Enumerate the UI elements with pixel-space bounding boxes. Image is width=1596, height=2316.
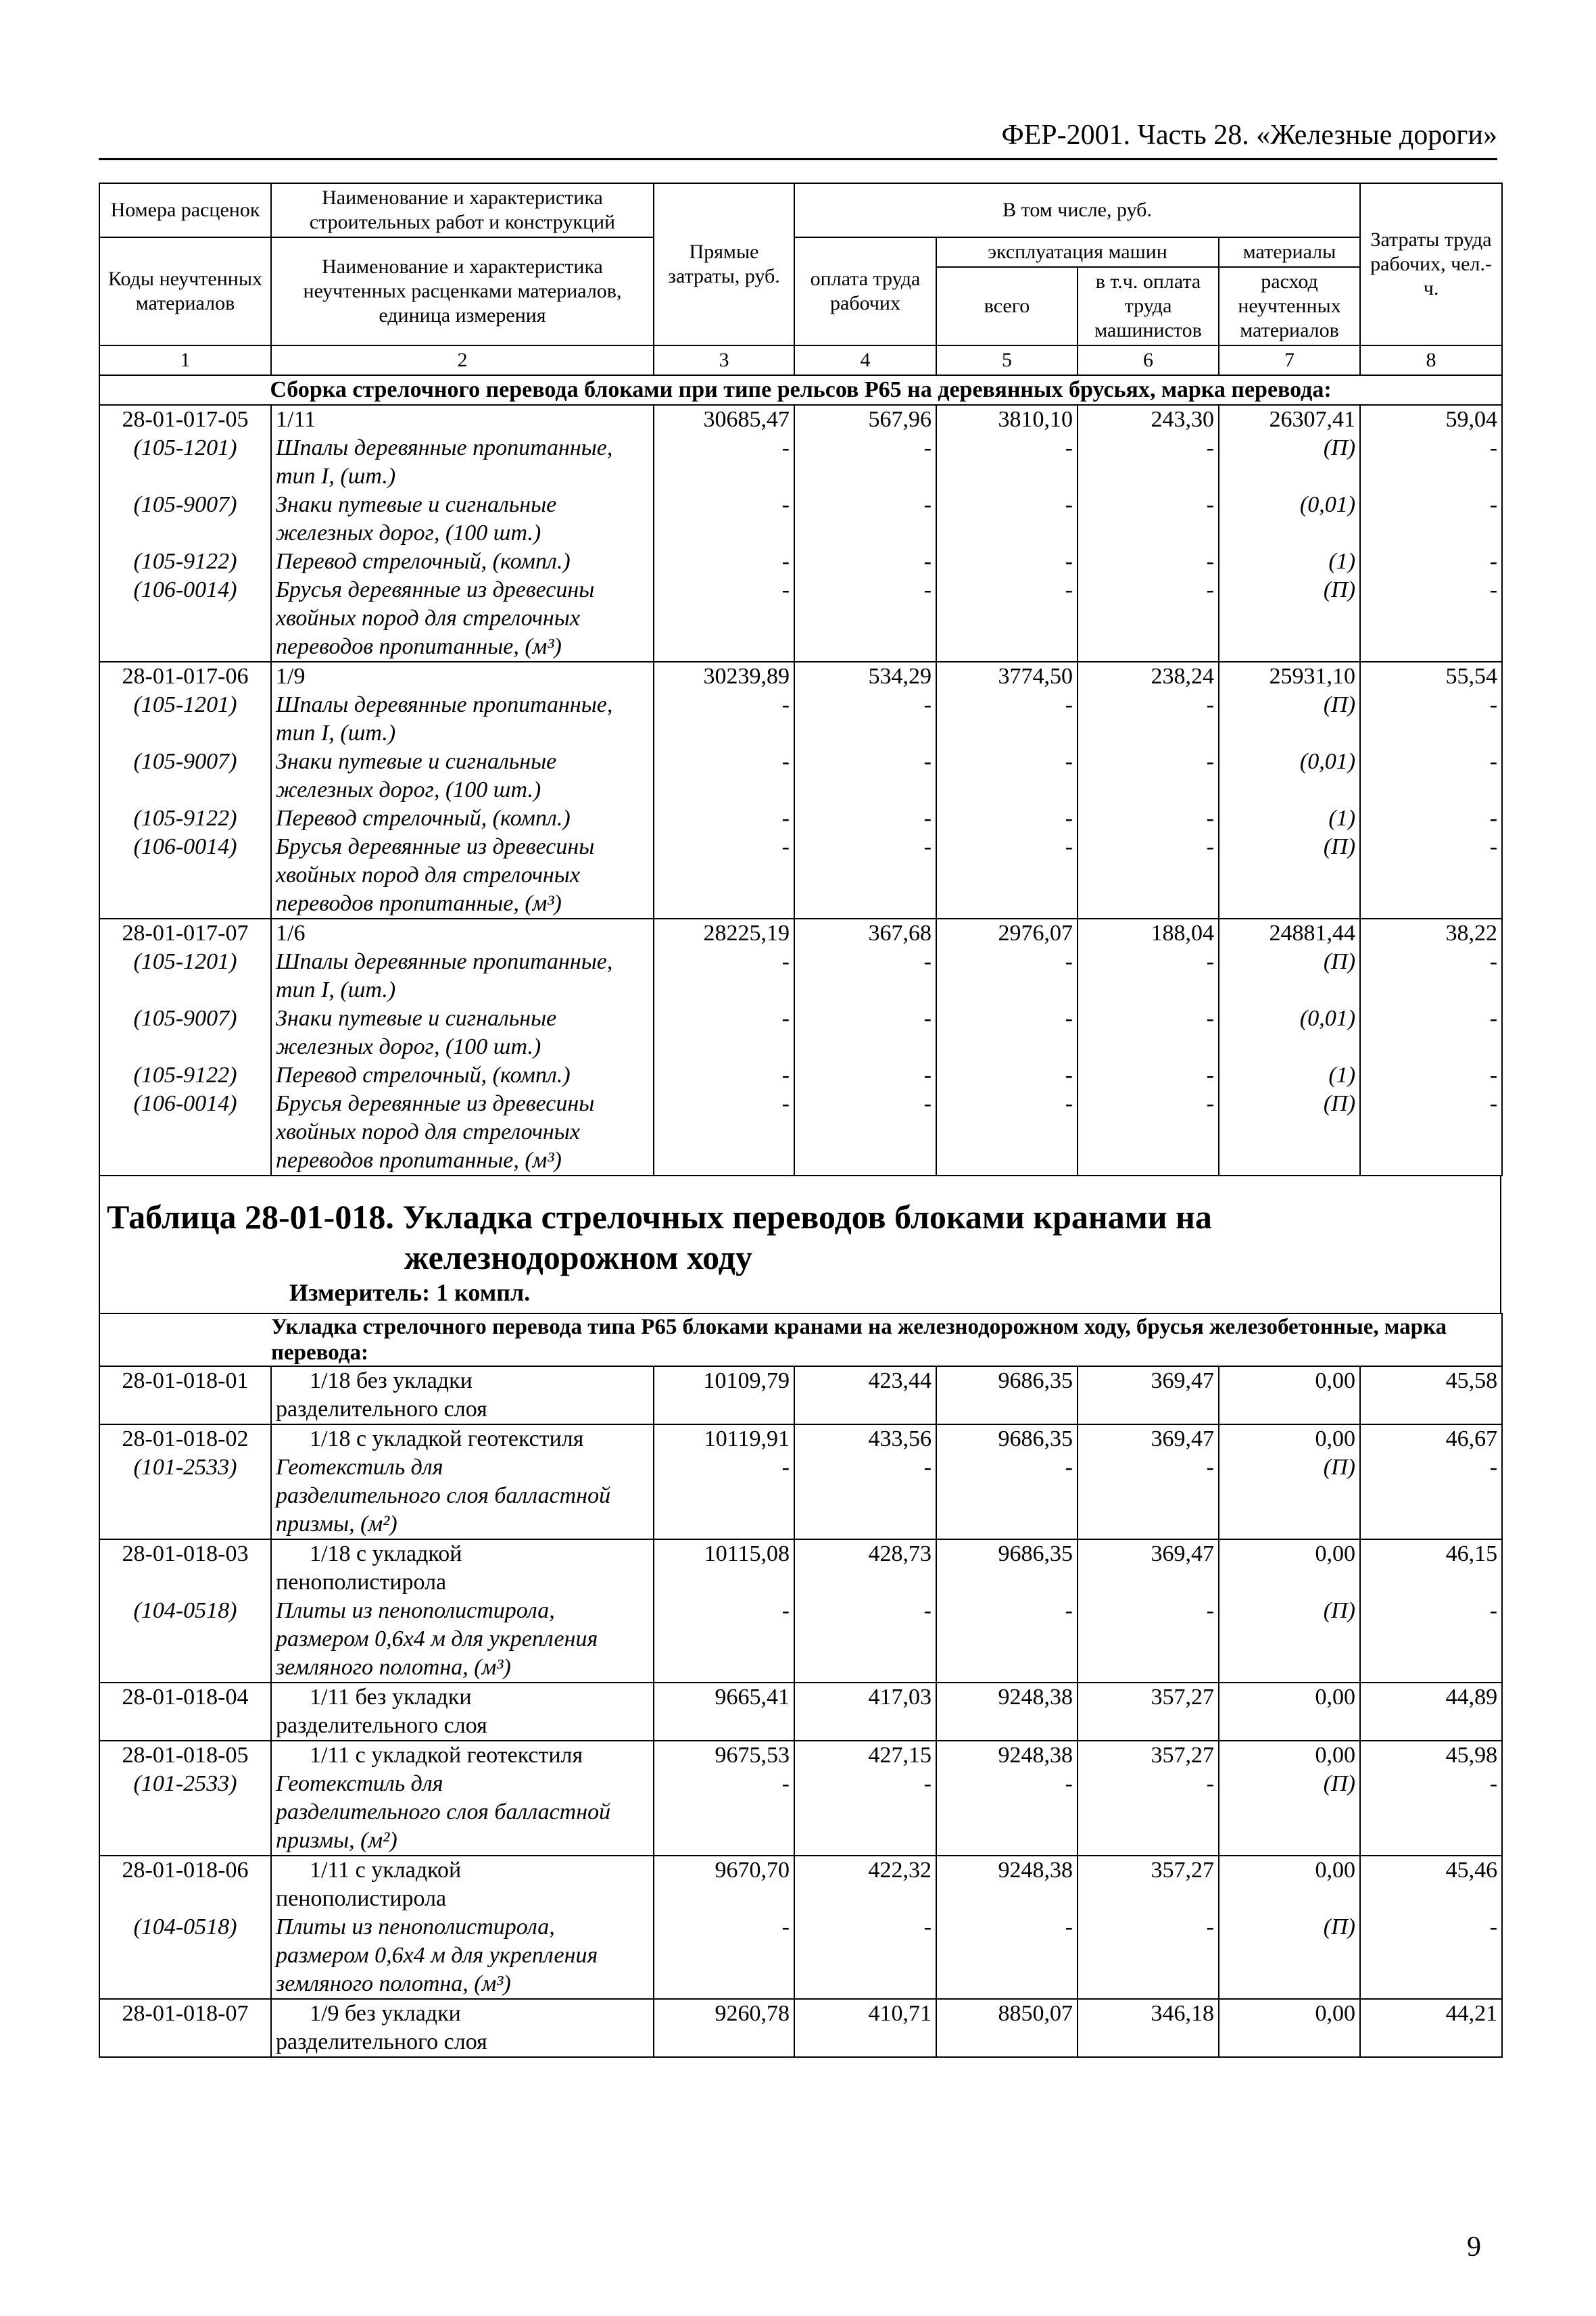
dash-cell: -: [794, 804, 936, 833]
material-row: [99, 1913, 1502, 1999]
dash-cell: -: [1078, 548, 1219, 576]
value-c8: 45,98: [1360, 1741, 1502, 1770]
dash-cell: -: [654, 804, 794, 833]
dash-cell: -: [794, 1090, 936, 1176]
material-code: (105-1201): [99, 691, 271, 748]
dash-cell: -: [794, 1913, 936, 1999]
table-row: [99, 405, 1502, 434]
dash-cell: -: [1360, 548, 1502, 576]
dash-cell: -: [936, 548, 1078, 576]
including-header: В том числе, руб.: [794, 183, 1360, 237]
value-c6: 346,18: [1078, 1999, 1219, 2057]
material-code: (106-0014): [99, 833, 271, 919]
col2-header-bottom: Наименование и характеристика неучтенных расценками материалов, единица измерения: [271, 237, 654, 345]
table2-title-line2: железнодорожном ходу: [404, 1238, 752, 1276]
value-c7: 0,00: [1219, 1741, 1360, 1770]
material-qty: (0,01): [1219, 748, 1360, 804]
value-c4: 567,96: [794, 405, 936, 434]
work-name: 1/11 с укладкой геотекстиля: [271, 1741, 654, 1770]
value-c7: 0,00: [1219, 1999, 1360, 2057]
value-c5: 9248,38: [936, 1741, 1078, 1770]
materials-header: материалы: [1219, 237, 1360, 267]
dash-cell: -: [654, 1453, 794, 1539]
material-row: [99, 576, 1502, 662]
value-c4: 417,03: [794, 1683, 936, 1741]
value-c5: 9248,38: [936, 1683, 1078, 1741]
value-c7: 25931,10: [1219, 662, 1360, 691]
material-qty: (1): [1219, 804, 1360, 833]
dash-cell: -: [794, 548, 936, 576]
material-qty: (П): [1219, 1597, 1360, 1683]
table-row: [99, 662, 1502, 691]
dash-cell: -: [794, 576, 936, 662]
dash-cell: -: [1360, 1913, 1502, 1999]
dash-cell: -: [794, 833, 936, 919]
col4-header: оплата труда рабочих: [794, 237, 936, 345]
dash-cell: -: [1360, 833, 1502, 919]
dash-cell: -: [936, 804, 1078, 833]
material-row: [99, 491, 1502, 548]
table2-section-heading: Укладка стрелочного перевода типа Р65 блоками кранами на железнодорожном ходу, брусья железобетонные, марка перевода:: [271, 1313, 1502, 1366]
material-qty: (0,01): [1219, 1005, 1360, 1061]
material-code: (105-9007): [99, 748, 271, 804]
rate-code: 28-01-018-03: [99, 1539, 271, 1597]
col-number: 6: [1078, 345, 1219, 375]
material-row: [99, 804, 1502, 833]
material-row: [99, 1005, 1502, 1061]
rate-code: 28-01-017-05: [99, 405, 271, 434]
value-c4: 433,56: [794, 1424, 936, 1453]
material-code: (105-1201): [99, 434, 271, 491]
material-code: (105-9122): [99, 548, 271, 576]
dash-cell: -: [794, 1061, 936, 1090]
dash-cell: -: [654, 1090, 794, 1176]
col-number: 2: [271, 345, 654, 375]
material-name: Плиты из пенополистирола, размером 0,6х4 м для укрепления земляного полотна, (м³): [271, 1597, 654, 1683]
value-c3: 28225,19: [654, 919, 794, 948]
material-name: Геотекстиль для разделительного слоя балластной призмы, (м²): [271, 1770, 654, 1856]
value-c7: 26307,41: [1219, 405, 1360, 434]
dash-cell: -: [1078, 491, 1219, 548]
rate-code: 28-01-018-05: [99, 1741, 271, 1770]
page-header: ФЕР-2001. Часть 28. «Железные дороги»: [1001, 120, 1497, 151]
dash-cell: -: [794, 948, 936, 1005]
dash-cell: -: [936, 491, 1078, 548]
col5-header: всего: [936, 267, 1078, 345]
material-code: (104-0518): [99, 1913, 271, 1999]
material-row: [99, 833, 1502, 919]
value-c4: 534,29: [794, 662, 936, 691]
material-qty: (П): [1219, 691, 1360, 748]
col-number: 5: [936, 345, 1078, 375]
machines-header: эксплуатация машин: [936, 237, 1219, 267]
value-c4: 428,73: [794, 1539, 936, 1597]
value-c6: 369,47: [1078, 1539, 1219, 1597]
material-name: Брусья деревянные из древесины хвойных пород для стрелочных переводов пропитанные, (м³): [271, 1090, 654, 1176]
value-c6: 188,04: [1078, 919, 1219, 948]
material-qty: (П): [1219, 1770, 1360, 1856]
dash-cell: -: [1360, 804, 1502, 833]
value-c6: 369,47: [1078, 1366, 1219, 1424]
value-c7: 0,00: [1219, 1539, 1360, 1597]
rates-table: [99, 183, 1503, 1176]
dash-cell: -: [1078, 1005, 1219, 1061]
dash-cell: -: [936, 1913, 1078, 1999]
material-name: Шпалы деревянные пропитанные, тип I, (шт.): [271, 434, 654, 491]
dash-cell: -: [654, 948, 794, 1005]
dash-cell: -: [654, 576, 794, 662]
material-qty: (П): [1219, 1453, 1360, 1539]
value-c3: 9675,53: [654, 1741, 794, 1770]
dash-cell: -: [1078, 1770, 1219, 1856]
value-c7: 0,00: [1219, 1424, 1360, 1453]
table-row: [99, 919, 1502, 948]
table2-measure: Измеритель: 1 компл.: [289, 1279, 531, 1306]
dash-cell: -: [1360, 748, 1502, 804]
dash-cell: -: [794, 691, 936, 748]
dash-cell: -: [654, 833, 794, 919]
dash-cell: -: [794, 434, 936, 491]
value-c3: 10119,91: [654, 1424, 794, 1453]
material-qty: (1): [1219, 548, 1360, 576]
dash-cell: -: [654, 691, 794, 748]
dash-cell: -: [654, 1061, 794, 1090]
table-header: [99, 183, 1502, 375]
material-qty: (П): [1219, 1913, 1360, 1999]
dash-cell: -: [794, 748, 936, 804]
value-c5: 9686,35: [936, 1424, 1078, 1453]
material-qty: (П): [1219, 1090, 1360, 1176]
material-code: (105-9122): [99, 1061, 271, 1090]
rate-code: 28-01-018-02: [99, 1424, 271, 1453]
material-qty: (П): [1219, 833, 1360, 919]
material-name: Перевод стрелочный, (компл.): [271, 804, 654, 833]
dash-cell: -: [1360, 434, 1502, 491]
work-name: 1/9: [271, 662, 654, 691]
material-code: (105-9122): [99, 804, 271, 833]
value-c5: 8850,07: [936, 1999, 1078, 2057]
dash-cell: -: [1360, 491, 1502, 548]
material-row: [99, 434, 1502, 491]
material-row: [99, 691, 1502, 748]
dash-cell: -: [936, 1061, 1078, 1090]
table-row: [99, 1741, 1502, 1770]
value-c8: 44,89: [1360, 1683, 1502, 1741]
table-row: [99, 1539, 1502, 1597]
material-name: Шпалы деревянные пропитанные, тип I, (шт.): [271, 948, 654, 1005]
value-c8: 46,67: [1360, 1424, 1502, 1453]
dash-cell: -: [654, 748, 794, 804]
material-qty: (П): [1219, 948, 1360, 1005]
dash-cell: -: [1078, 804, 1219, 833]
dash-cell: -: [654, 1597, 794, 1683]
dash-cell: -: [936, 748, 1078, 804]
col-number: 4: [794, 345, 936, 375]
value-c5: 3774,50: [936, 662, 1078, 691]
table-row: [99, 1856, 1502, 1913]
col1-header-top: Номера расценок: [99, 183, 271, 237]
value-c4: 410,71: [794, 1999, 936, 2057]
material-name: Плиты из пенополистирола, размером 0,6х4 м для укрепления земляного полотна, (м³): [271, 1913, 654, 1999]
dash-cell: -: [1078, 1597, 1219, 1683]
dash-cell: -: [1360, 1597, 1502, 1683]
rates-table-wrapper: [99, 183, 1501, 2058]
value-c7: 0,00: [1219, 1366, 1360, 1424]
dash-cell: -: [1360, 1453, 1502, 1539]
material-code: (105-1201): [99, 948, 271, 1005]
dash-cell: -: [1360, 1061, 1502, 1090]
section1-rows: [99, 405, 1502, 1176]
value-c7: 24881,44: [1219, 919, 1360, 948]
value-c4: 367,68: [794, 919, 936, 948]
material-code: (105-9007): [99, 1005, 271, 1061]
rates-table-2: [99, 1313, 1503, 2058]
value-c5: 9248,38: [936, 1856, 1078, 1913]
value-c3: 9260,78: [654, 1999, 794, 2057]
rate-code: 28-01-018-06: [99, 1856, 271, 1913]
table-row: [99, 1683, 1502, 1741]
dash-cell: -: [936, 1090, 1078, 1176]
value-c4: 423,44: [794, 1366, 936, 1424]
material-qty: (П): [1219, 434, 1360, 491]
value-c7: 0,00: [1219, 1856, 1360, 1913]
rate-code: 28-01-017-07: [99, 919, 271, 948]
dash-cell: -: [794, 1770, 936, 1856]
value-c6: 357,27: [1078, 1856, 1219, 1913]
value-c5: 2976,07: [936, 919, 1078, 948]
dash-cell: -: [1360, 1005, 1502, 1061]
material-row: [99, 548, 1502, 576]
value-c8: 59,04: [1360, 405, 1502, 434]
material-row: [99, 748, 1502, 804]
value-c4: 422,32: [794, 1856, 936, 1913]
col2-header-top: Наименование и характеристика строительных работ и конструкций: [271, 183, 654, 237]
dash-cell: -: [654, 1005, 794, 1061]
rate-code: 28-01-018-01: [99, 1366, 271, 1424]
material-row: [99, 1090, 1502, 1176]
material-code: (106-0014): [99, 1090, 271, 1176]
value-c6: 357,27: [1078, 1683, 1219, 1741]
dash-cell: -: [1078, 1090, 1219, 1176]
dash-cell: -: [794, 1005, 936, 1061]
header-rule: [99, 158, 1497, 160]
value-c8: 44,21: [1360, 1999, 1502, 2057]
dash-cell: -: [654, 1913, 794, 1999]
material-name: Перевод стрелочный, (компл.): [271, 548, 654, 576]
col3-header: Прямые затраты, руб.: [654, 183, 794, 345]
material-name: Перевод стрелочный, (компл.): [271, 1061, 654, 1090]
table-row: [99, 1366, 1502, 1424]
col6-header: в т.ч. оплата труда машинистов: [1078, 267, 1219, 345]
value-c7: 0,00: [1219, 1683, 1360, 1741]
dash-cell: -: [936, 1770, 1078, 1856]
work-name: 1/11 без укладки разделительного слоя: [271, 1683, 654, 1741]
value-c8: 55,54: [1360, 662, 1502, 691]
dash-cell: -: [794, 1453, 936, 1539]
material-row: [99, 1061, 1502, 1090]
dash-cell: -: [794, 491, 936, 548]
section2-rows: [99, 1366, 1502, 2057]
page-number: 9: [1467, 2231, 1481, 2263]
table2-title-line1: Таблица 28-01-018. Укладка стрелочных переводов блоками кранами на: [107, 1198, 1212, 1236]
value-c3: 30239,89: [654, 662, 794, 691]
dash-cell: -: [936, 948, 1078, 1005]
table-row: [99, 1999, 1502, 2057]
col8-header: Затраты труда рабочих, чел.-ч.: [1360, 183, 1502, 345]
col-number: 1: [99, 345, 271, 375]
col1-header-bottom: Коды неучтенных материалов: [99, 237, 271, 345]
dash-cell: -: [1078, 434, 1219, 491]
dash-cell: -: [1360, 691, 1502, 748]
material-code: (105-9007): [99, 491, 271, 548]
material-name: Знаки путевые и сигнальные железных дорог, (100 шт.): [271, 491, 654, 548]
dash-cell: -: [1078, 1061, 1219, 1090]
col-number: 8: [1360, 345, 1502, 375]
dash-cell: -: [936, 1597, 1078, 1683]
value-c3: 10109,79: [654, 1366, 794, 1424]
col-number: 7: [1219, 345, 1360, 375]
work-name: 1/18 без укладки разделительного слоя: [271, 1366, 654, 1424]
value-c6: 357,27: [1078, 1741, 1219, 1770]
dash-cell: -: [936, 576, 1078, 662]
dash-cell: -: [1360, 948, 1502, 1005]
dash-cell: -: [1360, 576, 1502, 662]
table-row: [99, 1424, 1502, 1453]
dash-cell: -: [1078, 1453, 1219, 1539]
table2-title-cell: [99, 1176, 1501, 1314]
section-heading: Сборка стрелочного перевода блоками при типе рельсов Р65 на деревянных брусьях, марка перевода:: [99, 375, 1502, 405]
rate-code: 28-01-018-07: [99, 1999, 271, 2057]
material-code: (104-0518): [99, 1597, 271, 1683]
dash-cell: -: [654, 548, 794, 576]
material-qty: (0,01): [1219, 491, 1360, 548]
dash-cell: -: [936, 1005, 1078, 1061]
dash-cell: -: [1078, 691, 1219, 748]
work-name: 1/11 с укладкой пенополистирола: [271, 1856, 654, 1913]
dash-cell: -: [654, 491, 794, 548]
value-c6: 369,47: [1078, 1424, 1219, 1453]
work-name: 1/11: [271, 405, 654, 434]
material-row: [99, 948, 1502, 1005]
material-name: Знаки путевые и сигнальные железных дорог, (100 шт.): [271, 1005, 654, 1061]
value-c3: 30685,47: [654, 405, 794, 434]
material-row: [99, 1770, 1502, 1856]
material-row: [99, 1453, 1502, 1539]
rate-code: 28-01-018-04: [99, 1683, 271, 1741]
dash-cell: -: [1078, 948, 1219, 1005]
value-c4: 427,15: [794, 1741, 936, 1770]
value-c5: 9686,35: [936, 1366, 1078, 1424]
col-number: 3: [654, 345, 794, 375]
value-c8: 45,46: [1360, 1856, 1502, 1913]
material-qty: (П): [1219, 576, 1360, 662]
value-c5: 3810,10: [936, 405, 1078, 434]
dash-cell: -: [936, 833, 1078, 919]
material-name: Брусья деревянные из древесины хвойных пород для стрелочных переводов пропитанные, (м³): [271, 833, 654, 919]
material-name: Геотекстиль для разделительного слоя балластной призмы, (м²): [271, 1453, 654, 1539]
dash-cell: -: [654, 434, 794, 491]
dash-cell: -: [1078, 1913, 1219, 1999]
material-qty: (1): [1219, 1061, 1360, 1090]
dash-cell: -: [936, 434, 1078, 491]
material-name: Знаки путевые и сигнальные железных дорог, (100 шт.): [271, 748, 654, 804]
value-c5: 9686,35: [936, 1539, 1078, 1597]
dash-cell: -: [936, 1453, 1078, 1539]
material-name: Шпалы деревянные пропитанные, тип I, (шт.): [271, 691, 654, 748]
col7-header: расход неучтенных материалов: [1219, 267, 1360, 345]
dash-cell: -: [936, 691, 1078, 748]
table2-title-block: [99, 1175, 1501, 1314]
dash-cell: -: [1078, 833, 1219, 919]
material-code: (101-2533): [99, 1453, 271, 1539]
value-c3: 10115,08: [654, 1539, 794, 1597]
work-name: 1/6: [271, 919, 654, 948]
value-c3: 9670,70: [654, 1856, 794, 1913]
dash-cell: -: [794, 1597, 936, 1683]
dash-cell: -: [654, 1770, 794, 1856]
dash-cell: -: [1078, 748, 1219, 804]
value-c8: 45,58: [1360, 1366, 1502, 1424]
material-name: Брусья деревянные из древесины хвойных пород для стрелочных переводов пропитанные, (м³): [271, 576, 654, 662]
work-name: 1/18 с укладкой геотекстиля: [271, 1424, 654, 1453]
dash-cell: -: [1360, 1090, 1502, 1176]
dash-cell: -: [1078, 576, 1219, 662]
value-c8: 46,15: [1360, 1539, 1502, 1597]
value-c8: 38,22: [1360, 919, 1502, 948]
rate-code: 28-01-017-06: [99, 662, 271, 691]
material-code: (101-2533): [99, 1770, 271, 1856]
work-name: 1/9 без укладки разделительного слоя: [271, 1999, 654, 2057]
value-c6: 243,30: [1078, 405, 1219, 434]
work-name: 1/18 с укладкой пенополистирола: [271, 1539, 654, 1597]
material-row: [99, 1597, 1502, 1683]
material-code: (106-0014): [99, 576, 271, 662]
value-c3: 9665,41: [654, 1683, 794, 1741]
value-c6: 238,24: [1078, 662, 1219, 691]
dash-cell: -: [1360, 1770, 1502, 1856]
